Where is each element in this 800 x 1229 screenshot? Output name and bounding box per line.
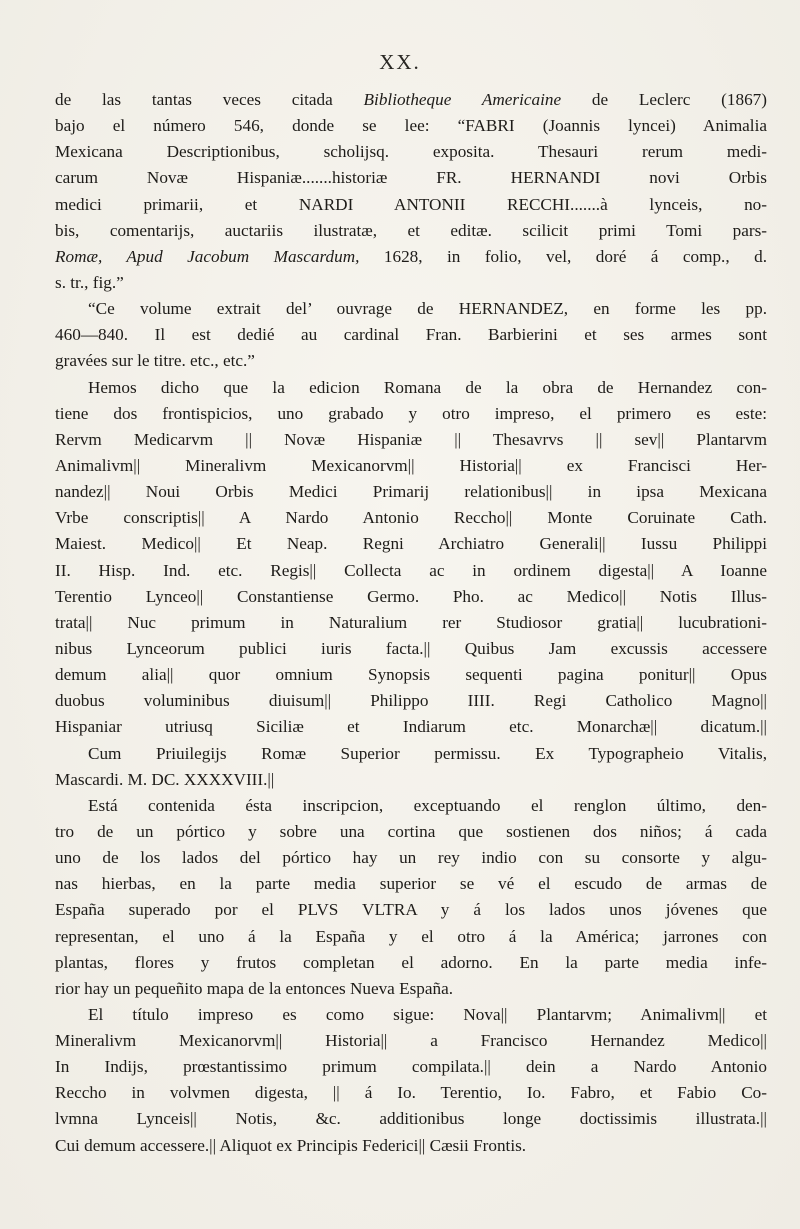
paragraph xyxy=(55,87,767,296)
text-line xyxy=(55,924,767,950)
line-text: Mascardi. M. DC. XXXXVIII.|| xyxy=(55,769,275,789)
text-line xyxy=(55,113,767,139)
line-text: lvmna Lynceis|| Notis, &c. additionibus longe doctissimis illustrata.|| xyxy=(55,1109,767,1129)
text-line xyxy=(55,688,767,714)
text-line xyxy=(55,1028,767,1054)
line-text: El título impreso es como sigue: Nova|| Plantarvm; Animalivm|| et xyxy=(88,1004,767,1024)
line-text: tro de un pórtico y sobre una cortina que sostienen dos niños; á cada xyxy=(55,821,767,841)
line-text: Cui demum accessere.|| Aliquot ex Principis Federici|| Cæsii Frontis. xyxy=(55,1135,527,1155)
line-text: nas hierbas, en la parte media superior se vé el escudo de armas de xyxy=(55,874,767,894)
line-text: Terentio Lynceo|| Constantiense Germo. Pho. ac Medico|| Notis Illus- xyxy=(55,586,767,606)
line-text: II. Hisp. Ind. etc. Regis|| Collecta ac in ordinem digesta|| A Ioanne xyxy=(55,560,767,580)
text-line xyxy=(55,950,767,976)
text-line xyxy=(55,1080,767,1106)
text-line xyxy=(55,976,767,1002)
text-line xyxy=(55,401,767,427)
text-line xyxy=(55,610,767,636)
line-text: gravées sur le titre. etc., etc.” xyxy=(55,351,255,371)
paragraph xyxy=(55,375,767,793)
line-text: nandez|| Noui Orbis Medici Primarij relationibus|| in ipsa Mexicana xyxy=(55,482,767,502)
text-line xyxy=(55,531,767,557)
line-text: bis, comentarijs, auctariis ilustratæ, et editæ. scilicit primi Tomi pars- xyxy=(55,220,767,240)
paragraph xyxy=(55,296,767,374)
line-text: Está contenida ésta inscripcion, exceptuando el renglon último, den- xyxy=(88,795,767,815)
text-line xyxy=(55,427,767,453)
text-line xyxy=(55,375,767,401)
text-line xyxy=(55,1002,767,1028)
line-text: Animalivm|| Mineralivm Mexicanorvm|| Historia|| ex Francisci Her- xyxy=(55,455,767,475)
line-text: de Leclerc (1867) xyxy=(561,90,767,109)
italic-text: Bibliotheque Americaine xyxy=(363,90,562,109)
text-line xyxy=(55,662,767,688)
line-text: trata|| Nuc primum in Naturalium rer Studiosor gratia|| lucubrationi- xyxy=(55,612,767,632)
text-line xyxy=(55,845,767,871)
line-text: demum alia|| quor omnium Synopsis sequenti pagina ponitur|| Opus xyxy=(55,665,767,685)
text-line xyxy=(55,558,767,584)
line-text: Hemos dicho que la edicion Romana de la obra de Hernandez con- xyxy=(88,377,767,397)
paragraph xyxy=(55,1002,767,1159)
line-text: 1628, in folio, vel, doré á comp., d. xyxy=(359,246,767,266)
line-text: Mexicana Descriptionibus, scholijsq. exposita. Thesauri rerum medi- xyxy=(55,142,767,162)
line-text: medici primarii, et NARDI ANTONII RECCHI.......à lynceis, no- xyxy=(55,194,767,214)
italic-text: Romæ, Apud Jacobum Mascardum, xyxy=(55,246,360,266)
text-line xyxy=(55,1106,767,1132)
text-line xyxy=(55,741,767,767)
line-text: Cum Priuilegijs Romæ Superior permissu. Ex Typographeio Vitalis, xyxy=(88,743,767,763)
line-text: Mineralivm Mexicanorvm|| Historia|| a Francisco Hernandez Medico|| xyxy=(55,1031,767,1051)
text-line xyxy=(55,819,767,845)
line-text: duobus voluminibus diuisum|| Philippo IIII. Regi Catholico Magno|| xyxy=(55,691,767,711)
line-text: “Ce volume extrait del’ ouvrage de HERNANDEZ, en forme les pp. xyxy=(88,299,767,319)
text-line xyxy=(55,767,767,793)
line-text: Maiest. Medico|| Et Neap. Regni Archiatro Generali|| Iussu Philippi xyxy=(55,534,767,554)
text-line xyxy=(55,192,767,218)
line-text: uno de los lados del pórtico hay un rey indio con su consorte y algu- xyxy=(55,848,767,868)
text-line xyxy=(55,584,767,610)
line-text: de las tantas veces citada xyxy=(55,90,364,109)
line-text: representan, el uno á la España y el otro á la América; jarrones con xyxy=(55,926,767,946)
line-text: carum Novæ Hispaniæ.......historiæ FR. HERNANDI novi Orbis xyxy=(55,168,767,188)
text-line xyxy=(55,1054,767,1080)
text-line xyxy=(55,87,767,113)
line-text: Reccho in volvmen digesta, || á Io. Terentio, Io. Fabro, et Fabio Co- xyxy=(55,1083,767,1103)
text-line xyxy=(55,505,767,531)
line-text: In Indijs, prœstantissimo primum compilata.|| dein a Nardo Antonio xyxy=(55,1057,767,1077)
line-text: bajo el número 546, donde se lee: “FABRI (Joannis lyncei) Animalia xyxy=(55,116,767,136)
text-line xyxy=(55,871,767,897)
text-line xyxy=(55,244,767,270)
line-text: Vrbe conscriptis|| A Nardo Antonio Reccho|| Monte Coruinate Cath. xyxy=(55,508,767,528)
text-line xyxy=(55,218,767,244)
text-line xyxy=(55,165,767,191)
text-line xyxy=(55,348,767,374)
line-text: plantas, flores y frutos completan el adorno. En la parte media infe- xyxy=(55,952,767,972)
text-line xyxy=(55,636,767,662)
line-text: Rervm Medicarvm || Novæ Hispaniæ || Thesavrvs || sev|| Plantarvm xyxy=(55,429,767,449)
text-line xyxy=(55,793,767,819)
text-line xyxy=(55,453,767,479)
text-line xyxy=(55,322,767,348)
page-number: XX. xyxy=(379,50,421,74)
line-text: rior hay un pequeñito mapa de la entonces Nueva España. xyxy=(55,978,454,998)
text-line xyxy=(55,270,767,296)
paragraph xyxy=(55,793,767,1002)
line-text: Hispaniar utriusq Siciliæ et Indiarum etc. Monarchæ|| dicatum.|| xyxy=(55,717,767,737)
text-line xyxy=(55,479,767,505)
body-text xyxy=(55,87,767,1159)
line-text: tiene dos frontispicios, uno grabado y otro impreso, el primero es este: xyxy=(55,403,767,423)
text-line xyxy=(55,296,767,322)
text-line xyxy=(55,714,767,740)
text-line xyxy=(55,139,767,165)
line-text: s. tr., fig.” xyxy=(55,272,124,292)
line-text: 460—840. Il est dedié au cardinal Fran. Barbierini et ses armes sont xyxy=(55,325,767,345)
text-line xyxy=(55,1133,767,1159)
line-text: nibus Lynceorum publici iuris facta.|| Quibus Jam excussis accessere xyxy=(55,638,767,658)
line-text: España superado por el PLVS VLTRA y á los lados unos jóvenes que xyxy=(55,900,767,920)
text-line xyxy=(55,897,767,923)
